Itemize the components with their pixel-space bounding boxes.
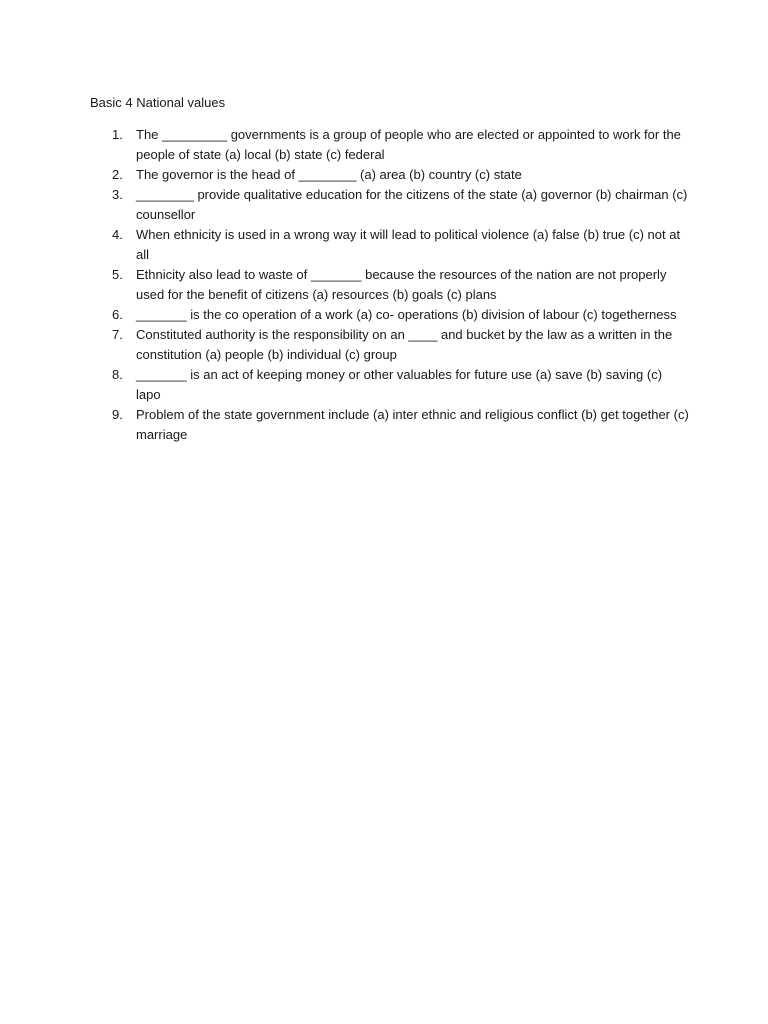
question-item-9: [90, 405, 690, 445]
question-item-8: [90, 365, 690, 405]
question-number: 6.: [112, 307, 123, 322]
question-number: 5.: [112, 267, 123, 282]
question-text: Constituted authority is the responsibility on an ____ and bucket by the law as a written in the constitution (a) people (b) individual (c) group: [136, 327, 673, 362]
question-number: 1.: [112, 127, 123, 142]
question-list: [90, 125, 690, 445]
question-item-1: [90, 125, 690, 165]
question-text: The _________ governments is a group of people who are elected or appointed to work for the people of state (a) local (b) state (c) federal: [136, 127, 681, 162]
question-number: 3.: [112, 187, 123, 202]
question-item-4: [90, 225, 690, 265]
question-text: _______ is an act of keeping money or other valuables for future use (a) save (b) saving (c) lapo: [136, 367, 663, 402]
question-number: 2.: [112, 167, 123, 182]
question-item-3: [90, 185, 690, 225]
question-item-5: [90, 265, 690, 305]
question-text: The governor is the head of ________ (a) area (b) country (c) state: [136, 167, 522, 182]
document-title: Basic 4 National values: [90, 95, 226, 110]
question-number: 8.: [112, 367, 123, 382]
question-text: _______ is the co operation of a work (a) co- operations (b) division of labour (c) togetherness: [136, 307, 677, 322]
question-text: Problem of the state government include (a) inter ethnic and religious conflict (b) get together (c) marriage: [136, 407, 689, 442]
question-item-2: [90, 165, 690, 185]
question-number: 4.: [112, 227, 123, 242]
question-text: When ethnicity is used in a wrong way it will lead to political violence (a) false (b) true (c) not at all: [136, 227, 681, 262]
question-text: Ethnicity also lead to waste of _______ because the resources of the nation are not properly used for the benefit of citizens (a) resources (b) goals (c) plans: [136, 267, 667, 302]
question-item-6: [90, 305, 690, 325]
question-text: ________ provide qualitative education for the citizens of the state (a) governor (b) chairman (c) counsellor: [136, 187, 688, 222]
question-number: 7.: [112, 327, 123, 342]
question-number: 9.: [112, 407, 123, 422]
question-item-7: [90, 325, 690, 365]
